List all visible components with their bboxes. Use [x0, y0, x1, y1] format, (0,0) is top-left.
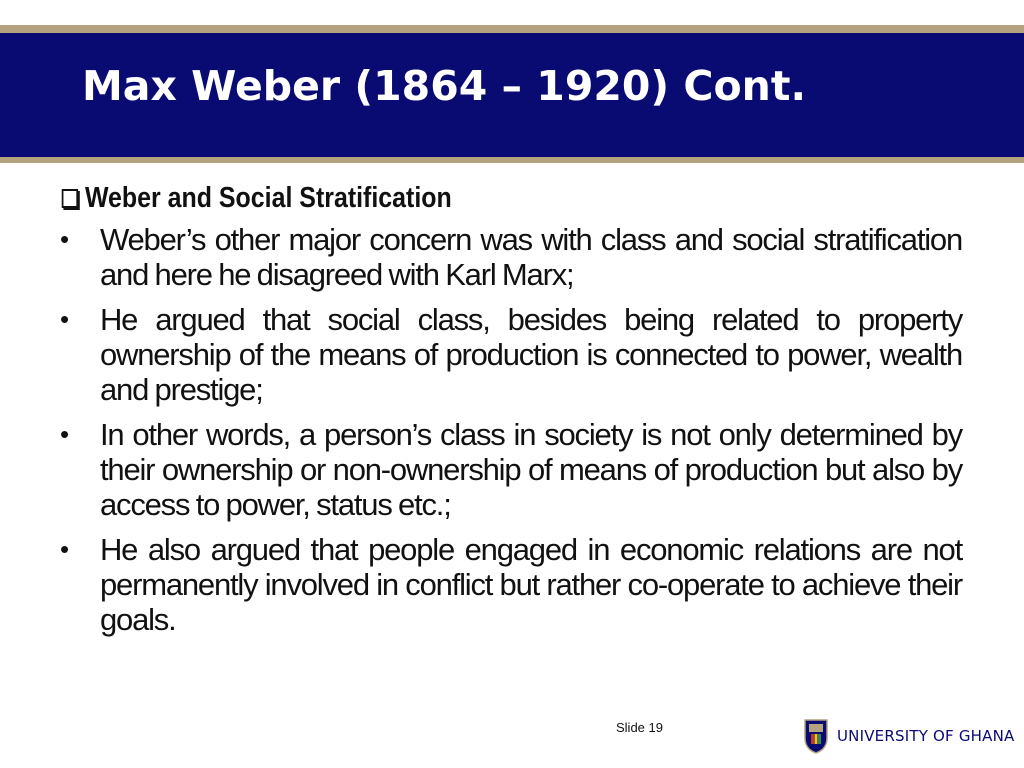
bullet-item [60, 222, 962, 292]
bullet-text: Weber’s other major concern was with class and social stratification and here he disagreed with Karl Marx; [100, 222, 962, 292]
bullet-list [60, 222, 962, 637]
top-gold-rule [0, 25, 1024, 33]
slide-title: Max Weber (1864 – 1920) Cont. [82, 62, 807, 110]
university-crest-icon [803, 718, 829, 754]
checkbox-icon [62, 189, 78, 208]
university-logo [803, 718, 1014, 754]
section-heading-text: Weber and Social Stratification [84, 182, 452, 214]
bullet-dot-icon: • [60, 534, 68, 564]
slide-number: Slide 19 [616, 720, 663, 735]
slide-body [60, 178, 962, 647]
bullet-item [60, 302, 962, 407]
bullet-text: He also argued that people engaged in economic relations are not permanently involved in conflict but rather co-operate to achieve their goals. [100, 532, 962, 637]
bullet-item [60, 532, 962, 637]
bullet-text: In other words, a person’s class in society is not only determined by their ownership or non-ownership of means of production but also by access to power, status etc.; [100, 417, 962, 522]
bullet-dot-icon: • [60, 224, 68, 254]
bullet-dot-icon: • [60, 304, 68, 334]
bullet-dot-icon: • [60, 419, 68, 449]
university-name: UNIVERSITY OF GHANA [837, 727, 1015, 745]
bullet-text: He argued that social class, besides being related to property ownership of the means of production is connected to power, wealth and prestige; [100, 302, 962, 407]
bottom-gold-rule [0, 157, 1024, 163]
bullet-item [60, 417, 962, 522]
section-heading [60, 178, 836, 218]
